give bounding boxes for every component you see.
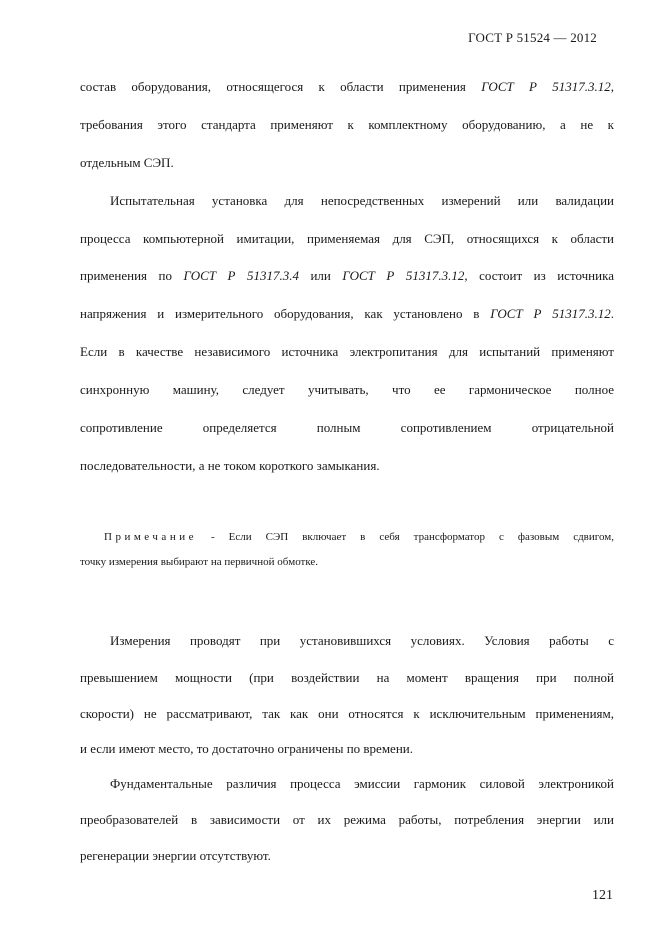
text-span: , состоит из источника <box>464 268 614 283</box>
paragraph-2-line-3 <box>80 268 614 284</box>
document-header: ГОСТ Р 51524 — 2012 <box>468 30 597 45</box>
paragraph-2-line-8: последовательности, а не током короткого замыкания. <box>80 458 380 473</box>
text-span: - <box>196 531 229 543</box>
paragraph-1-line-1 <box>80 79 614 95</box>
text-span: напряжения и измерительного оборудования, как установлено в <box>80 306 491 321</box>
paragraph-3-line-4: и если имеют место, то достаточно ограничены по времени. <box>80 741 413 756</box>
text-span: состав оборудования, относящегося к области применения <box>80 79 482 94</box>
text-span: или <box>298 268 343 283</box>
standard-reference: ГОСТ Р 51317.3.12 <box>490 306 611 321</box>
paragraph-3-line-2: превышением мощности (при воздействии на момент вращения при полной <box>80 670 614 685</box>
standard-reference: ГОСТ Р 51317.3.12 <box>342 268 465 283</box>
paragraph-3-line-3: скорости) не рассматривают, так как они относятся к исключительным применениям, <box>80 706 614 721</box>
page-number: 121 <box>592 888 613 903</box>
text-span: Если СЭП включает в себя трансформатор с фазовым сдвигом, <box>228 531 614 543</box>
note-line-2: точку измерения выбирают на первичной обмотке. <box>80 556 319 568</box>
text-span: применения по <box>80 268 184 283</box>
standard-reference: ГОСТ Р 51317.3.12 <box>481 79 611 94</box>
paragraph-1-line-3: отдельным СЭП. <box>80 155 174 170</box>
paragraph-2-line-1: Испытательная установка для непосредственных измерений или валидации <box>110 193 614 208</box>
paragraph-2-line-7: сопротивление определяется полным сопротивлением отрицательной <box>80 420 614 435</box>
paragraph-4-line-2: преобразователей в зависимости от их режима работы, потребления энергии или <box>80 812 614 827</box>
standard-reference: ГОСТ Р 51317.3.4 <box>183 268 299 283</box>
note-label: Примечание <box>104 531 197 543</box>
paragraph-2-line-4 <box>80 306 614 322</box>
paragraph-2-line-2: процесса компьютерной имитации, применяемая для СЭП, относящихся к области <box>80 231 614 246</box>
paragraph-2-line-5: Если в качестве независимого источника электропитания для испытаний применяют <box>80 344 614 359</box>
paragraph-3-line-1: Измерения проводят при установившихся условиях. Условия работы с <box>110 633 614 648</box>
paragraph-4-line-3: регенерации энергии отсутствуют. <box>80 848 271 863</box>
paragraph-4-line-1: Фундаментальные различия процесса эмиссии гармоник силовой электроникой <box>110 776 614 791</box>
text-span: , <box>610 79 614 94</box>
paragraph-1-line-2: требования этого стандарта применяют к комплектному оборудованию, а не к <box>80 117 614 132</box>
text-span: . <box>610 306 614 321</box>
note-line-1 <box>104 531 614 543</box>
paragraph-2-line-6: синхронную машину, следует учитывать, что ее гармоническое полное <box>80 382 614 397</box>
